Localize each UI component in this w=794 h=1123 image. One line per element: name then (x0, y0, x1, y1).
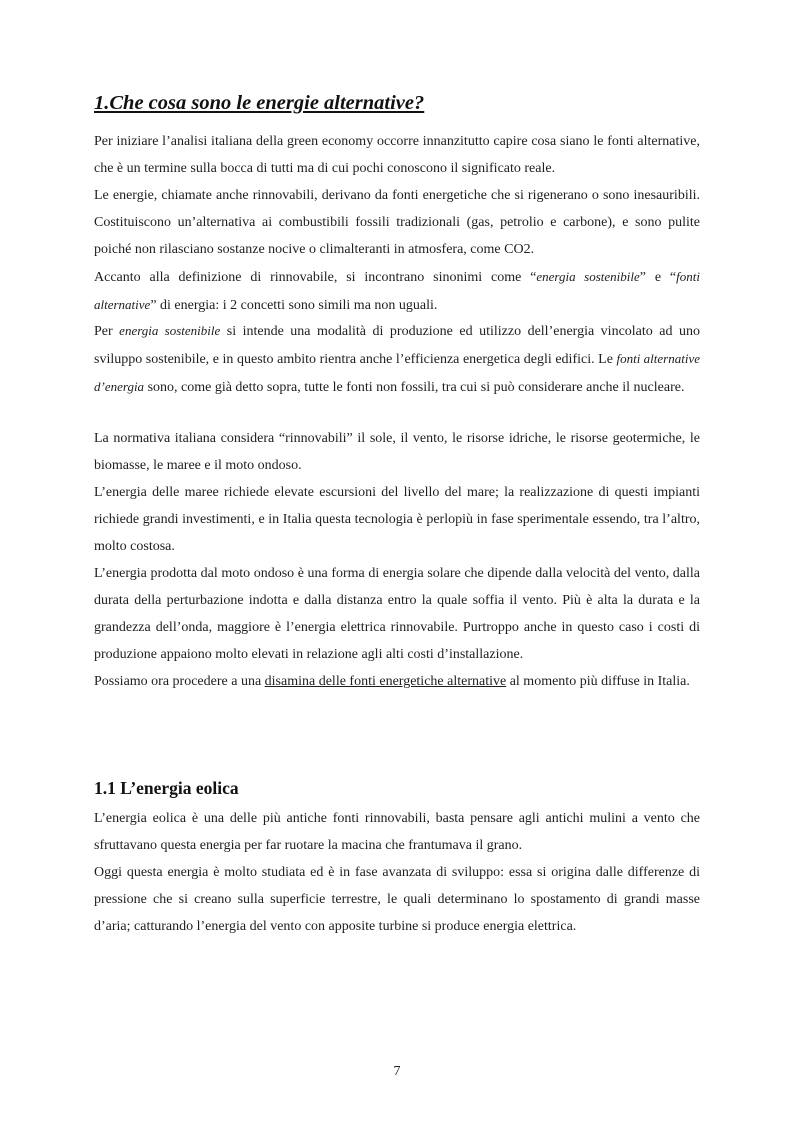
paragraph-text: ” di energia: i 2 concetti sono simili ma non uguali. (150, 298, 438, 313)
italic-term: energia sostenibile (536, 269, 640, 284)
italic-term: energia sostenibile (119, 323, 221, 338)
paragraph-text: ” e “ (639, 270, 677, 285)
section-title: 1.Che cosa sono le energie alternative? (94, 92, 425, 114)
paragraph (94, 263, 700, 319)
paragraph-text: si intende una modalità di produzione ed utilizzo dell’energia vincolato ad uno sviluppo sostenibile, e in questo ambito rientra anche l’efficienza energetica degli edifici. Le (94, 324, 700, 367)
paragraph (94, 317, 700, 401)
paragraph (94, 668, 700, 695)
paragraph-text: al momento più diffuse in Italia. (506, 674, 690, 689)
underlined-phrase: disamina delle fonti energetiche alternative (264, 674, 507, 689)
paragraph-text: Accanto alla definizione di rinnovabile, si incontrano sinonimi come “ (94, 270, 537, 285)
paragraph-text: sono, come già detto sopra, tutte le fonti non fossili, tra cui si può considerare anche il nucleare. (144, 380, 685, 395)
paragraph-text: Possiamo ora procedere a una (94, 674, 265, 689)
paragraph: Oggi questa energia è molto studiata ed è in fase avanzata di sviluppo: essa si origina dalle differenze di pressione che si creano sulla superficie terrestre, le quali determinano lo spostamento di grandi masse d’aria; catturando l’energia del vento con apposite turbine si produce energia elettrica. (94, 865, 700, 934)
paragraph: La normativa italiana considera “rinnovabili” il sole, il vento, le risorse idriche, le risorse geotermiche, le biomasse, le maree e il moto ondoso. (94, 431, 700, 473)
paragraph: Per iniziare l’analisi italiana della green economy occorre innanzitutto capire cosa siano le fonti alternative, che è un termine sulla bocca di tutti ma di cui pochi conoscono il significato reale. (94, 134, 700, 176)
paragraph-text: Per (94, 324, 120, 339)
paragraph: L’energia delle maree richiede elevate escursioni del livello del mare; la realizzazione di questi impianti richiede grandi investimenti, e in Italia questa tecnologia è perlopiù in fase sperimentale essendo, tra l’altro, molto costosa. (94, 485, 700, 554)
paragraph: L’energia prodotta dal moto ondoso è una forma di energia solare che dipende dalla velocità del vento, dalla durata della perturbazione indotta e dalla distanza entro la quale soffia il vento. Più è alta la durata e la grandezza dell’onda, maggiore è l’energia elettrica rinnovabile. Purtroppo anche in questo caso i costi di produzione appaiono molto elevati in relazione agli alti costi d’installazione. (94, 566, 700, 662)
italic-term: fonti alternative (94, 269, 700, 312)
paragraph: L’energia eolica è una delle più antiche fonti rinnovabili, basta pensare agli antichi mulini a vento che sfruttavano questa energia per far ruotare la macina che frantumava il grano. (94, 811, 700, 853)
italic-term: fonti alternative d’energia (94, 351, 700, 394)
paragraph: Le energie, chiamate anche rinnovabili, derivano da fonti energetiche che si rigenerano o sono inesauribili. Costituiscono un’alternativa ai combustibili fossili tradizionali (gas, petrolio e carbone), e sono pulite poiché non rilasciano sostanze nocive o climalteranti in atmosfera, come CO2. (94, 188, 700, 257)
subsection-title: 1.1 L’energia eolica (94, 778, 239, 798)
page-number: 7 (393, 1064, 401, 1079)
